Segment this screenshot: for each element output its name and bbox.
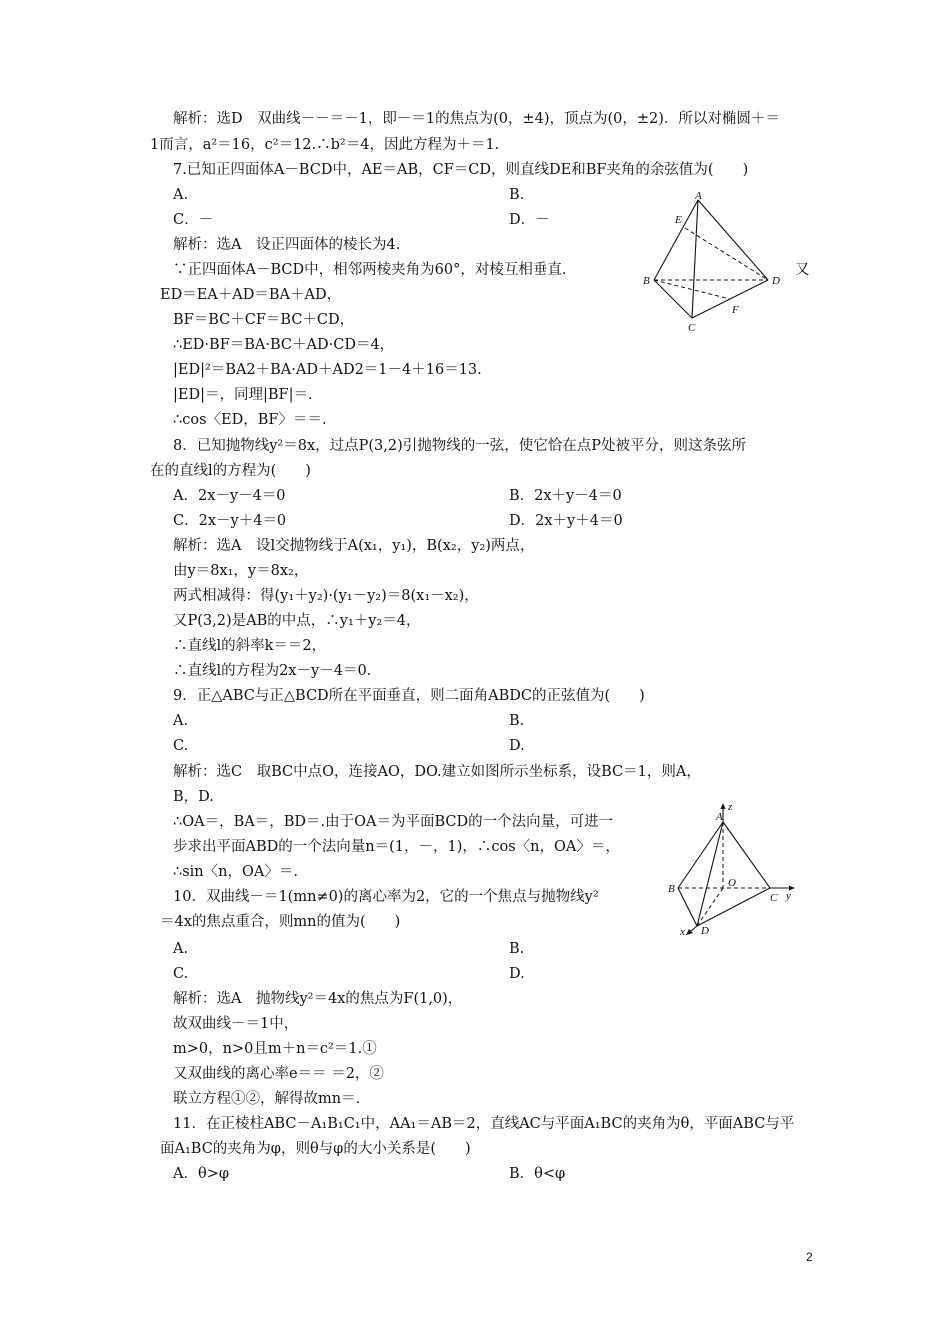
text-line: 11．在正棱柱ABC－A₁B₁C₁中，AA₁＝AB＝2，直线AC与平面A₁BC的夹角为θ，平面ABC与平 bbox=[173, 1116, 795, 1132]
tetrahedron-figure bbox=[640, 190, 800, 340]
text-line: A. bbox=[173, 941, 189, 957]
text-line: m>0，n>0且m＋n＝c²＝1.① bbox=[173, 1041, 377, 1057]
text-line: ED＝EA＋AD＝BA＋AD， bbox=[160, 287, 342, 303]
text-line: 联立方程①②，解得故mn＝. bbox=[173, 1091, 361, 1107]
text-line: B．θ<φ bbox=[509, 1166, 566, 1182]
text-line: ∴ED·BF＝BA·BC＋AD·CD＝4， bbox=[173, 337, 395, 353]
text-line: A. bbox=[173, 187, 189, 203]
text-line: B. bbox=[509, 187, 525, 203]
text-line: B，D. bbox=[173, 789, 214, 805]
text-line: B. bbox=[509, 713, 525, 729]
label-d: D bbox=[772, 275, 780, 287]
text-line: 步求出平面ABD的一个法向量n＝(1，－，1)，∴cos〈n，OA〉＝， bbox=[173, 839, 620, 855]
text-line: 在的直线l的方程为( ) bbox=[150, 463, 311, 479]
text-line: 两式相减得：得(y₁＋y₂)·(y₁－y₂)＝8(x₁－x₂)， bbox=[173, 588, 479, 604]
text-line: 解析：选A 抛物线y²＝4x的焦点为F(1,0)， bbox=[173, 991, 463, 1007]
coordinate-tetrahedron-figure bbox=[664, 798, 804, 940]
text-line: A．θ>φ bbox=[173, 1166, 230, 1182]
label-y: y bbox=[786, 890, 791, 902]
label-z: z bbox=[728, 801, 733, 813]
text-line: B．2x＋y－4＝0 bbox=[509, 488, 622, 504]
text-line: D. bbox=[509, 738, 525, 754]
text-line: C. bbox=[173, 738, 189, 754]
label-b: B bbox=[643, 275, 650, 287]
text-line: D．2x＋y＋4＝0 bbox=[509, 513, 623, 529]
text-line: 由y＝8x₁，y＝8x₂， bbox=[173, 563, 309, 579]
text-line: ＝4x的焦点重合，则mn的值为( ) bbox=[160, 914, 401, 930]
label-a: A bbox=[716, 811, 723, 823]
text-line: 又 bbox=[795, 262, 810, 278]
text-line: 10．双曲线－＝1(mn≠0)的离心率为2，它的一个焦点与抛物线y² bbox=[173, 889, 599, 905]
label-c: C bbox=[770, 892, 778, 904]
label-a: A bbox=[695, 190, 702, 202]
label-e: E bbox=[675, 214, 682, 226]
text-line: 7.已知正四面体A－BCD中，AE＝AB，CF＝CD，则直线DE和BF夹角的余弦值为( ) bbox=[173, 162, 749, 178]
text-line: ∴直线l的方程为2x－y－4＝0. bbox=[173, 663, 372, 679]
text-line: ∴sin〈n，OA〉＝. bbox=[173, 864, 298, 880]
text-line: 解析：选A 设正四面体的棱长为4. bbox=[173, 237, 401, 253]
text-line: B. bbox=[509, 941, 525, 957]
text-line: ∵正四面体A－BCD中，相邻两棱夹角为60°，对棱互相垂直. bbox=[173, 262, 567, 278]
text-line: C．2x－y＋4＝0 bbox=[173, 513, 287, 529]
text-line: 故双曲线－＝1中， bbox=[173, 1016, 299, 1032]
text-line: ∴直线l的斜率k＝＝2， bbox=[173, 638, 327, 654]
text-line: |ED|＝，同理|BF|＝. bbox=[173, 387, 313, 403]
text-line: 8．已知抛物线y²＝8x，过点P(3,2)引抛物线的一弦，使它恰在点P处被平分，则这条弦所 bbox=[173, 438, 747, 454]
text-line: A. bbox=[173, 713, 189, 729]
text-line: 解析：选C 取BC中点O，连接AO，DO.建立如图所示坐标系，设BC＝1，则A， bbox=[173, 764, 701, 780]
text-line: C．－ bbox=[173, 212, 214, 228]
text-line: A．2x－y－4＝0 bbox=[173, 488, 286, 504]
label-d: D bbox=[701, 925, 709, 937]
text-line: ∴cos〈ED，BF〉＝＝. bbox=[173, 412, 327, 428]
label-o: O bbox=[728, 877, 736, 889]
text-line: 解析：选D 双曲线－－＝－1，即－＝1的焦点为(0，±4)，顶点为(0，±2)．所以对椭圆＋＝ bbox=[173, 111, 780, 127]
text-line: 面A₁BC的夹角为φ，则θ与φ的大小关系是( ) bbox=[160, 1141, 471, 1157]
label-c: C bbox=[688, 322, 696, 334]
label-x: x bbox=[680, 926, 685, 938]
text-line: 1而言，a²＝16，c²＝12.∴b²＝4，因此方程为＋＝1. bbox=[150, 137, 500, 153]
text-line: C. bbox=[173, 966, 189, 982]
label-b: B bbox=[668, 883, 675, 895]
text-line: BF＝BC＋CF＝BC＋CD， bbox=[173, 312, 355, 328]
page-number: 2 bbox=[806, 1250, 813, 1264]
text-line: 解析：选A 设l交抛物线于A(x₁，y₁)，B(x₂，y₂)两点， bbox=[173, 538, 535, 554]
label-f: F bbox=[732, 304, 739, 316]
text-line: |ED|²＝BA2＋BA·AD＋AD2＝1－4＋16＝13. bbox=[173, 362, 482, 378]
text-line: ∴OA＝，BA＝，BD＝.由于OA＝为平面BCD的一个法向量，可进一 bbox=[173, 814, 614, 830]
text-line: D．－ bbox=[509, 212, 550, 228]
text-line: 又双曲线的离心率e＝＝ ＝2，② bbox=[173, 1066, 384, 1082]
text-line: D. bbox=[509, 966, 525, 982]
text-line: 9．正△ABC与正△BCD所在平面垂直，则二面角ABDC的正弦值为( ) bbox=[173, 688, 645, 704]
text-line: 又P(3,2)是AB的中点，∴y₁＋y₂＝4， bbox=[173, 613, 421, 629]
